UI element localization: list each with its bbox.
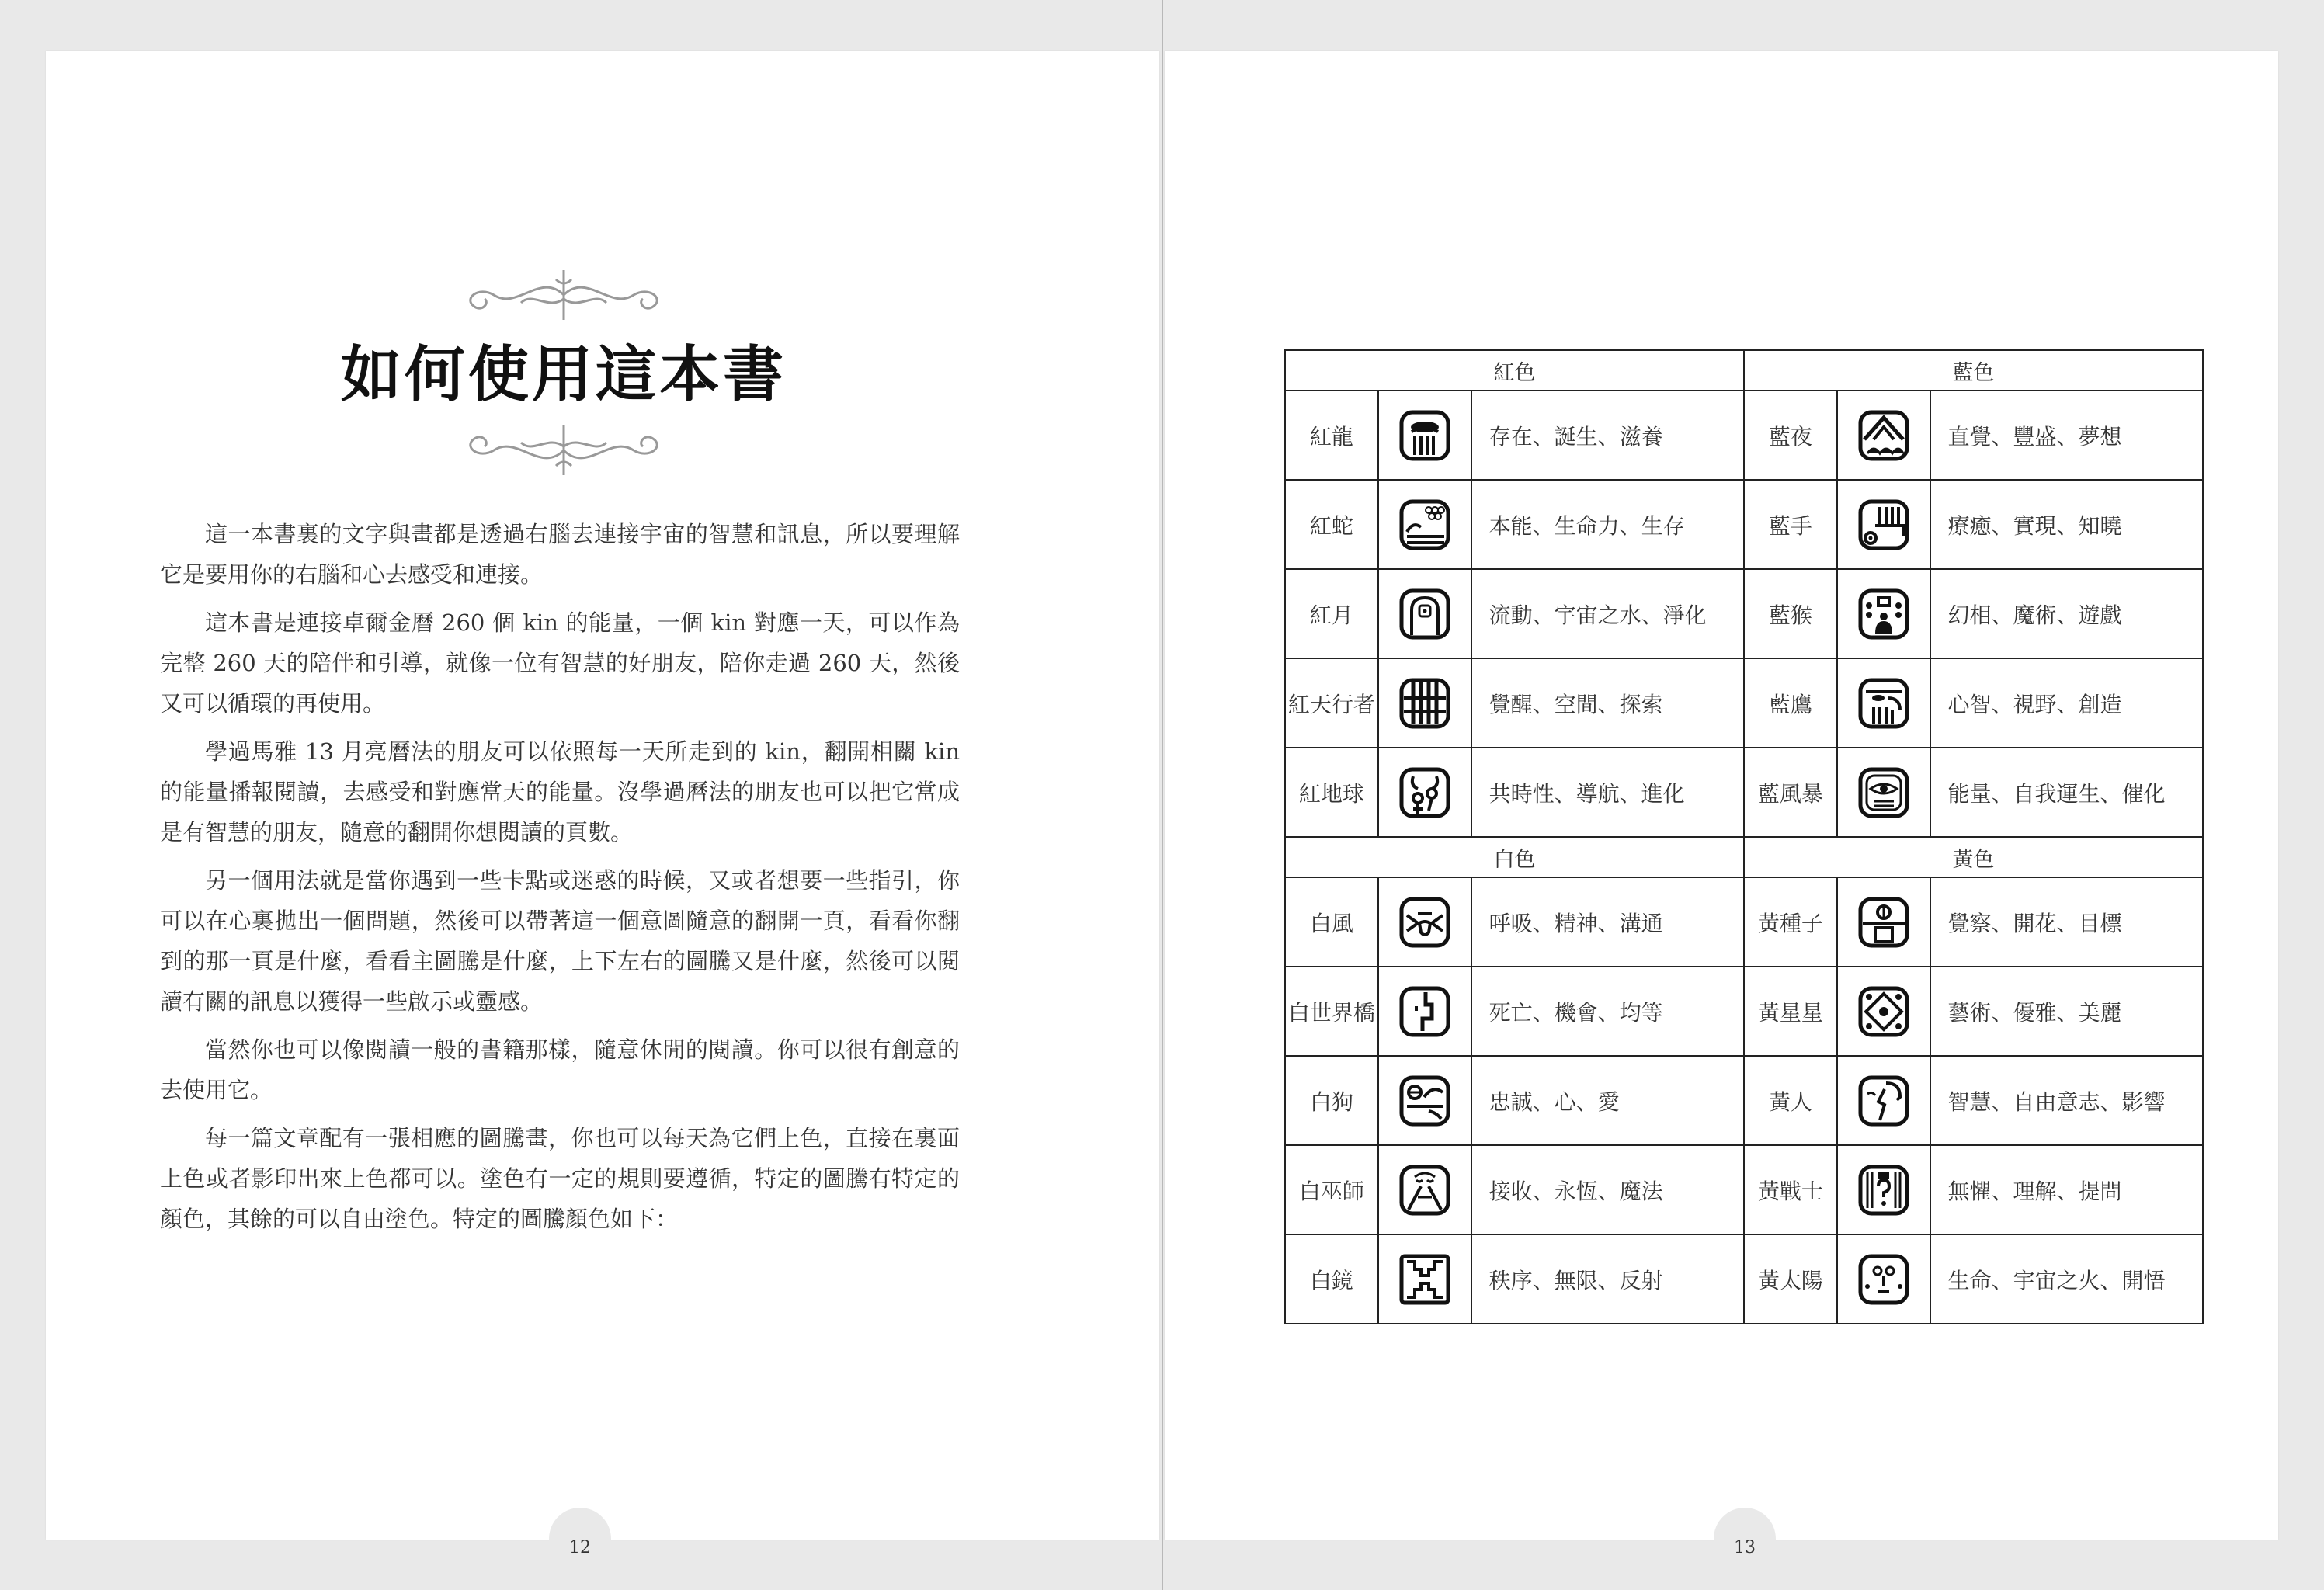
color-header-row [1285,350,2203,391]
color-header-red: 紅色 [1285,350,1744,391]
white-dog-glyph-icon [1378,1056,1471,1145]
table-row [1285,391,2203,480]
glyph-meaning: 覺醒、空間、探索 [1471,658,1744,748]
top-flourish-ornament [447,264,680,326]
table-row [1285,967,2203,1056]
glyph-name: 白狗 [1285,1056,1378,1145]
red-skywalker-glyph-icon [1378,658,1471,748]
glyph-name: 紅月 [1285,569,1378,658]
table-row [1285,877,2203,967]
color-header-row [1285,837,2203,877]
yellow-human-glyph-icon [1837,1056,1930,1145]
glyph-meaning: 呼吸、精神、溝通 [1471,877,1744,967]
intro-text [160,514,960,1247]
red-serpent-glyph-icon [1378,480,1471,569]
bottom-flourish-ornament [447,419,680,481]
table-row [1285,1234,2203,1324]
glyph-meaning: 本能、生命力、生存 [1471,480,1744,569]
glyph-name: 藍風暴 [1744,748,1837,837]
table-row [1285,658,2203,748]
red-moon-glyph-icon [1378,569,1471,658]
blue-eagle-glyph-icon [1837,658,1930,748]
glyph-meaning: 能量、自我運生、催化 [1930,748,2203,837]
color-header-yellow: 黃色 [1744,837,2203,877]
glyph-name: 紅蛇 [1285,480,1378,569]
glyph-meaning: 覺察、開花、目標 [1930,877,2203,967]
glyph-name: 藍猴 [1744,569,1837,658]
paragraph: 每一篇文章配有一張相應的圖騰畫，你也可以每天為它們上色，直接在裏面上色或者影印出來上色都可以。塗色有一定的規則要遵循，特定的圖騰有特定的顏色，其餘的可以自由塗色。特定的圖騰顏色如下： [160,1125,960,1232]
glyph-color-table [1284,349,2204,1324]
white-wizard-glyph-icon [1378,1145,1471,1234]
glyph-name: 白世界橋 [1285,967,1378,1056]
book-gutter [1162,0,1163,1590]
glyph-name: 黃人 [1744,1056,1837,1145]
table-row [1285,1145,2203,1234]
glyph-name: 黃太陽 [1744,1234,1837,1324]
page-number-right [1714,1508,1776,1570]
glyph-meaning: 生命、宇宙之火、開悟 [1930,1234,2203,1324]
glyph-name: 白巫師 [1285,1145,1378,1234]
glyph-name: 白風 [1285,877,1378,967]
glyph-meaning: 存在、誕生、滋養 [1471,391,1744,480]
glyph-name: 藍夜 [1744,391,1837,480]
blue-monkey-glyph-icon [1837,569,1930,658]
glyph-meaning: 直覺、豐盛、夢想 [1930,391,2203,480]
page-number-text: 12 [569,1538,591,1557]
glyph-meaning: 療癒、實現、知曉 [1930,480,2203,569]
page-title: 如何使用這本書 [340,339,787,410]
paragraph: 另一個用法就是當你遇到一些卡點或迷惑的時候，又或者想要一些指引，你可以在心裏拋出一個問題，然後可以帶著這一個意圖隨意的翻開一頁，看看你翻到的那一頁是什麼，看看主圖騰是什麼，上下左右的圖騰又是什麼，然後可以閱讀有關的訊息以獲得一些啟示或靈感。 [160,867,960,1015]
paragraph: 這本書是連接卓爾金曆 260 個 kin 的能量，一個 kin 對應一天，可以作為完整 260 天的陪伴和引導，就像一位有智慧的好朋友，陪你走過 260 天，然後又可以循環的再使用。 [160,609,960,717]
glyph-name: 黃種子 [1744,877,1837,967]
glyph-meaning: 秩序、無限、反射 [1471,1234,1744,1324]
white-wind-glyph-icon [1378,877,1471,967]
table-row [1285,480,2203,569]
color-header-blue: 藍色 [1744,350,2203,391]
glyph-meaning: 共時性、導航、進化 [1471,748,1744,837]
glyph-meaning: 無懼、理解、提問 [1930,1145,2203,1234]
glyph-name: 黃星星 [1744,967,1837,1056]
yellow-warrior-glyph-icon [1837,1145,1930,1234]
glyph-meaning: 接收、永恆、魔法 [1471,1145,1744,1234]
red-earth-glyph-icon [1378,748,1471,837]
red-dragon-glyph-icon [1378,391,1471,480]
yellow-seed-glyph-icon [1837,877,1930,967]
paragraph: 學過馬雅 13 月亮曆法的朋友可以依照每一天所走到的 kin，翻開相關 kin 的能量播報閱讀，去感受和對應當天的能量。沒學過曆法的朋友也可以把它當成是有智慧的朋友，隨意的翻開你想閱讀的頁數。 [160,738,960,845]
paragraph: 當然你也可以像閱讀一般的書籍那樣，隨意休閒的閱讀。你可以很有創意的去使用它。 [160,1036,960,1103]
glyph-name: 白鏡 [1285,1234,1378,1324]
glyph-meaning: 智慧、自由意志、影響 [1930,1056,2203,1145]
blue-night-glyph-icon [1837,391,1930,480]
glyph-name: 紅地球 [1285,748,1378,837]
glyph-meaning: 死亡、機會、均等 [1471,967,1744,1056]
white-mirror-glyph-icon [1378,1234,1471,1324]
paragraph: 這一本書裏的文字與畫都是透過右腦去連接宇宙的智慧和訊息，所以要理解它是要用你的右腦和心去感受和連接。 [160,521,960,588]
yellow-star-glyph-icon [1837,967,1930,1056]
glyph-name: 藍手 [1744,480,1837,569]
page-number-left [549,1508,611,1570]
glyph-meaning: 忠誠、心、愛 [1471,1056,1744,1145]
blue-hand-glyph-icon [1837,480,1930,569]
glyph-name: 紅天行者 [1285,658,1378,748]
table-row [1285,569,2203,658]
yellow-sun-glyph-icon [1837,1234,1930,1324]
glyph-name: 紅龍 [1285,391,1378,480]
glyph-name: 黃戰士 [1744,1145,1837,1234]
page-number-text: 13 [1734,1538,1756,1557]
table-row [1285,1056,2203,1145]
glyph-meaning: 心智、視野、創造 [1930,658,2203,748]
glyph-name: 藍鷹 [1744,658,1837,748]
glyph-meaning: 幻相、魔術、遊戲 [1930,569,2203,658]
color-header-white: 白色 [1285,837,1744,877]
table-row [1285,748,2203,837]
blue-storm-glyph-icon [1837,748,1930,837]
glyph-meaning: 流動、宇宙之水、淨化 [1471,569,1744,658]
white-worldbridger-glyph-icon [1378,967,1471,1056]
glyph-meaning: 藝術、優雅、美麗 [1930,967,2203,1056]
